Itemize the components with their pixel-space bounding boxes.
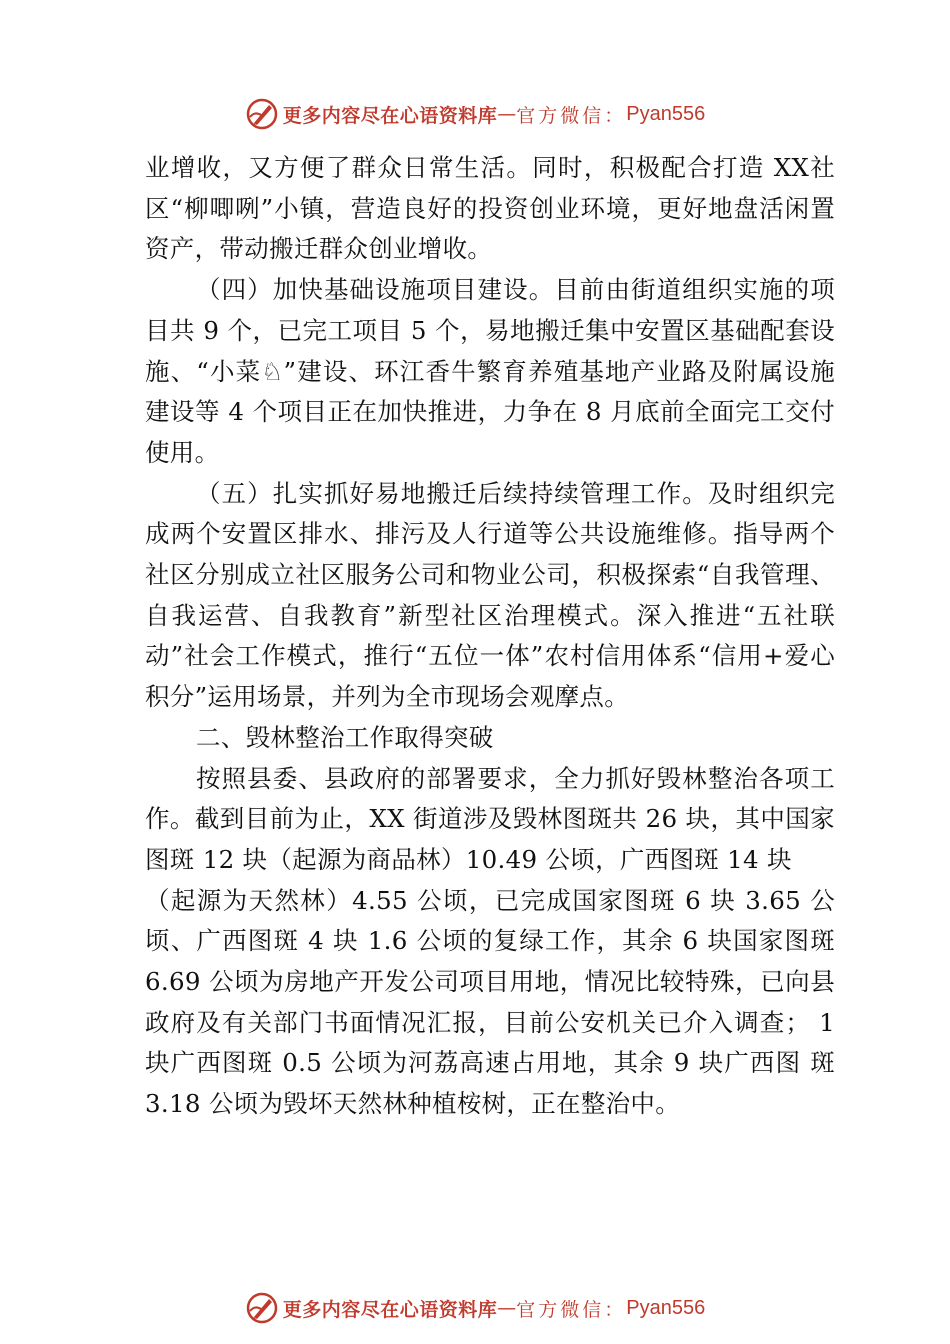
- quill-pen-logo-icon: [245, 1291, 279, 1325]
- paragraph-deforestation: 按照县委、县政府的部署要求，全力抓好毁林整治各项工作。截到目前为止，XX 街道涉及毁林图斑共 26 块，其中国家图斑 12 块（起源为商品林）10.49 公顷，广西图斑 14 块: [145, 763, 835, 874]
- paragraph-infrastructure: （四）加快基础设施项目建设。目前由街道组织实施的项目共 9 个，已完工项目 5 个，易地搬迁集中安置区基础配套设施、“小菜♘”建设、环江香牛繁育养殖基地产业路及附属设施建设等 4 个项目正在加快推进，力争在 8 月底前全面完工交付使用。: [145, 275, 835, 467]
- wechat-label: 官方微信：: [516, 1298, 627, 1321]
- separator-dash: —: [497, 1297, 517, 1319]
- wechat-id: Pyan556: [626, 102, 706, 125]
- paragraph-continuation: 业增收，又方便了群众日常生活。同时，积极配合打造 XX社区“柳唧咧”小镇，营造良好的投资创业环境，更好地盘活闲置资产，带动搬迁群众创业增收。: [145, 153, 835, 264]
- site-name: 更多内容尽在心语资料库: [282, 1298, 498, 1321]
- header-watermark-banner: [0, 92, 950, 136]
- paragraph-relocation-management: （五）扎实抓好易地搬迁后续持续管理工作。及时组织完成两个安置区排水、排污及人行道等公共设施维修。指导两个社区分别成立社区服务公司和物业公司，积极探索“自我管理、自我运营、自我教育”新型社区治理模式。深入推进“五社联动”社会工作模式，推行“五位一体”农村信用体系“信用+爱心积分”运用场景，并列为全市现场会观摩点。: [145, 478, 835, 712]
- document-body: [145, 148, 835, 1125]
- section-heading: 二、毁林整治工作取得突破: [196, 722, 494, 752]
- quill-pen-logo-icon: [245, 97, 279, 131]
- footer-watermark-banner: [0, 1286, 950, 1330]
- wechat-id: Pyan556: [626, 1296, 706, 1319]
- separator-dash: —: [497, 103, 517, 125]
- paragraph-deforestation-continued: （起源为天然林）4.55 公顷，已完成国家图斑 6 块 3.65 公顷、广西图斑 4 块 1.6 公顷的复绿工作，其余 6 块国家图斑6.69 公顷为房地产开发公司项目用地，情况比较特殊，已向县政府及有关部门书面情况汇报，目前公安机关已介入调查； 1块广西图斑 0.5 公顷为河荔高速占用地，其余 9 块广西图 斑3.18 公顷为毁坏天然林种植桉树，正在整治中。: [145, 885, 835, 1119]
- wechat-label: 官方微信：: [516, 104, 627, 127]
- site-name: 更多内容尽在心语资料库: [282, 104, 498, 127]
